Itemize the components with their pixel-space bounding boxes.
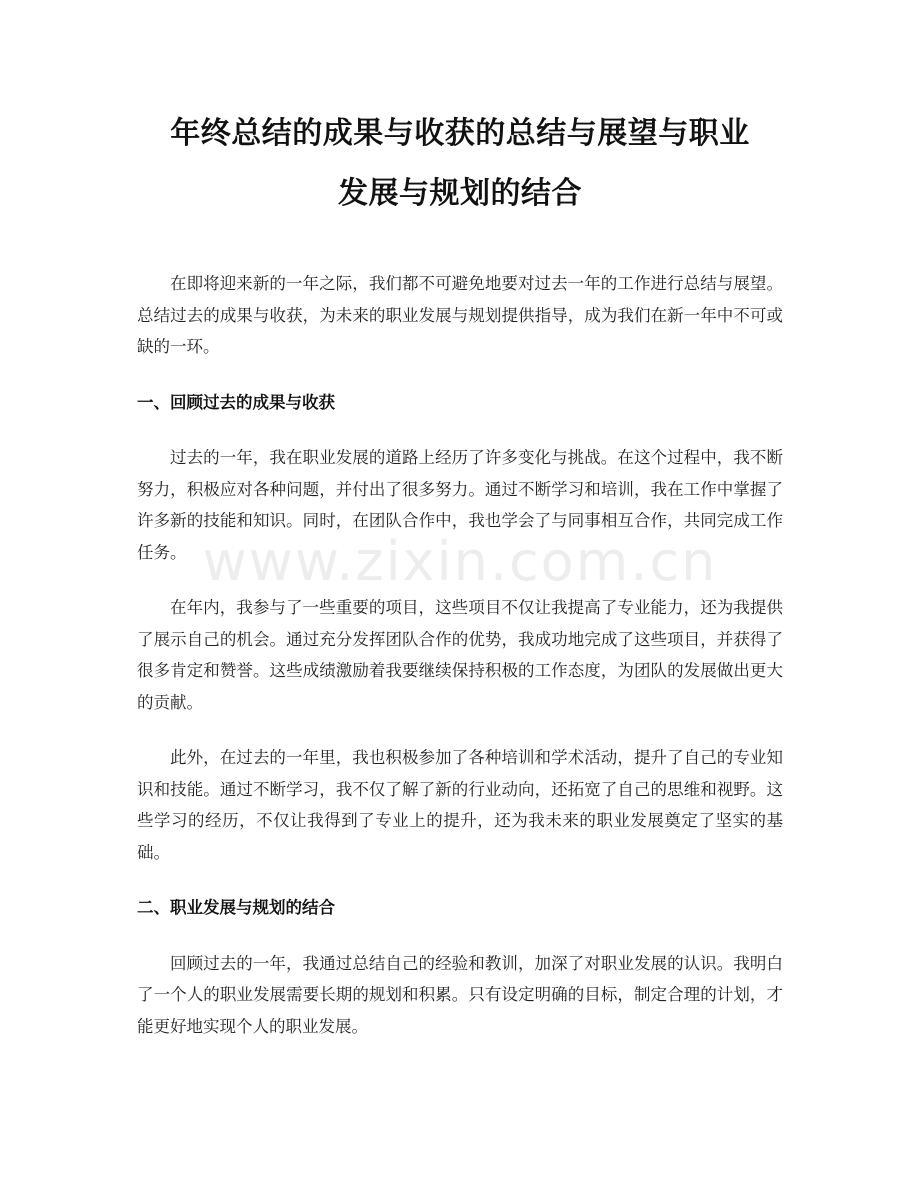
section-1-heading: 一、回顾过去的成果与收获 [137, 392, 335, 412]
title-line-2: 发展与规划的结合 [338, 176, 582, 211]
watermark: www.zixin.com.cn [202, 530, 718, 593]
document-title [137, 104, 783, 224]
section-1-paragraph-1: 过去的一年，我在职业发展的道路上经历了许多变化与挑战。在这个过程中，我不断努力，积极应对各种问题，并付出了很多努力。通过不断学习和培训，我在工作中掌握了许多新的技能和知识。同时，在团队合作中，我也学会了与同事相互合作，共同完成工作任务。 [137, 448, 783, 562]
section-1-paragraph-3: 此外，在过去的一年里，我也积极参加了各种培训和学术活动，提升了自己的专业知识和技能。通过不断学习，我不仅了解了新的行业动向，还拓宽了自己的思维和视野。这些学习的经历，不仅让我得到了专业上的提升，还为我未来的职业发展奠定了坚实的基础。 [137, 748, 783, 862]
section-2-paragraph-1: 回顾过去的一年，我通过总结自己的经验和教训，加深了对职业发展的认识。我明白了一个人的职业发展需要长期的规划和积累。只有设定明确的目标，制定合理的计划，才能更好地实现个人的职业发展。 [137, 953, 783, 1036]
section-1-paragraph-2: 在年内，我参与了一些重要的项目，这些项目不仅让我提高了专业能力，还为我提供了展示自己的机会。通过充分发挥团队合作的优势，我成功地完成了这些项目，并获得了很多肯定和赞誉。这些成绩激励着我要继续保持积极的工作态度，为团队的发展做出更大的贡献。 [137, 598, 783, 712]
section-2-heading: 二、职业发展与规划的结合 [137, 898, 335, 917]
intro-paragraph: 在即将迎来新的一年之际，我们都不可避免地要对过去一年的工作进行总结与展望。总结过去的成果与收获，为未来的职业发展与规划提供指导，成为我们在新一年中不可或缺的一环。 [137, 274, 783, 356]
title-line-1: 年终总结的成果与收获的总结与展望与职业 [170, 116, 750, 151]
